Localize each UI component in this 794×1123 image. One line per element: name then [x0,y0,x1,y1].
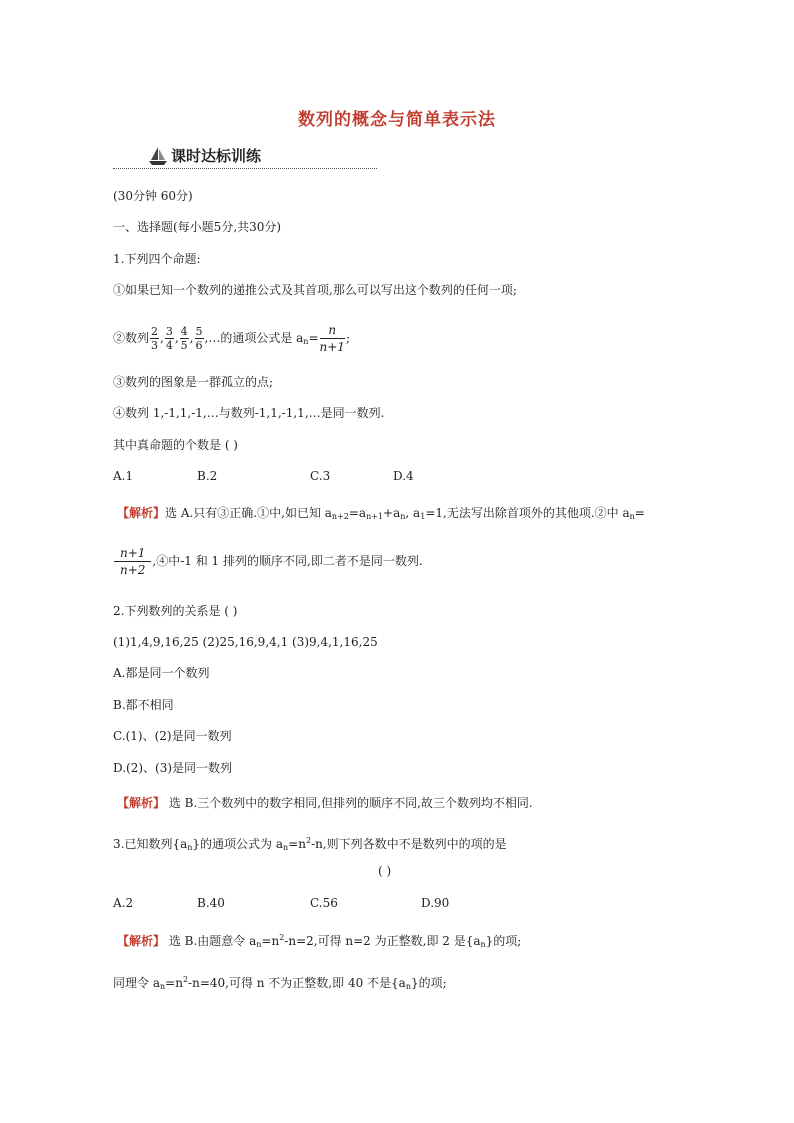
q1-analysis-cont: $\frac{n+1}{n+2}$ ,④中-1 和 1 排列的顺序不同,即二者不是同一数列. [113,545,423,578]
q2-option-b: B.都不相同 [113,698,174,712]
q3-option-c: C.56 [310,896,338,910]
fraction: $\frac{3}{4}$ [165,325,173,352]
section-title: 课时达标训练 [171,147,262,165]
q3-option-d: D.90 [421,896,450,910]
analysis-tag: 【解析】 [117,506,166,520]
analysis-tag: 【解析】 [117,934,166,948]
q1-option-c: C.3 [310,469,331,483]
section-banner [113,145,377,171]
q2-sequences: (1)1,4,9,16,25 (2)25,16,9,4,1 (3)9,4,1,16,25 [113,635,378,649]
q3-option-b: B.40 [197,896,225,910]
sailboat-icon [147,146,169,166]
time-info: (30分钟 60分) [113,189,193,203]
page-title: 数列的概念与简单表示法 [298,110,496,130]
q1-analysis: 【解析】选 A.只有③正确.①中,如已知 $a_{n+2}=a_{n+1}+a_n$, $a_1=1$,无法写出除首项外的其他项.②中 $a_n=$ [117,506,645,521]
fraction: $\frac{4}{5}$ [180,325,188,352]
q3-option-a: A.2 [113,896,134,910]
q1-stem: 1.下列四个命题: [113,252,201,266]
q1-statement-3: ③数列的图象是一群孤立的点; [113,375,274,389]
q1-statement-2: ②数列 $\frac{2}{3}$ , $\frac{3}{4}$ , $\frac{4}{5}$ , $\frac{5}{6}$ ,…的通项公式是 $a_n=$ $\frac{n}{n+1}$ ; [113,323,350,354]
dotted-divider [113,168,377,169]
analysis-tag: 【解析】 [117,796,166,810]
q1-statement-4: ④数列 1,-1,1,-1,…与数列-1,1,-1,1,…是同一数列. [113,406,385,420]
q1-option-d: D.4 [393,469,414,483]
q1-option-b: B.2 [197,469,218,483]
q3-analysis-cont: 同理令 $a_n=n^2-n=40$,可得 n 不为正整数,即 40 不是$\{a_n\}$的项; [113,975,447,991]
general-term-formula: $\frac{n}{n+1}$ [319,323,345,354]
fraction: $\frac{n+1}{n+2}$ [114,545,151,578]
q1-question: 其中真命题的个数是 ( ) [113,438,238,452]
part-heading: 一、选择题(每小题5分,共30分) [113,220,282,234]
q3-stem: 3.已知数列$\{a_n\}$的通项公式为 $a_n=n^2-n$,则下列各数中不是数列中的项的是 [113,836,507,852]
q3-analysis: 【解析】 选 B.由题意令 $a_n=n^2-n=2$,可得 n=2 为正整数,即 2 是$\{a_n\}$的项; [117,933,522,949]
q2-option-d: D.(2)、(3)是同一数列 [113,761,233,775]
q2-option-a: A.都是同一个数列 [113,666,210,680]
q3-answer-paren: ( ) [378,864,392,878]
q1-option-a: A.1 [113,469,134,483]
fraction: $\frac{5}{6}$ [195,325,203,352]
q2-option-c: C.(1)、(2)是同一数列 [113,729,232,743]
q1-statement-1: ①如果已知一个数列的递推公式及其首项,那么可以写出这个数列的任何一项; [113,283,517,297]
fraction: $\frac{2}{3}$ [151,325,159,352]
q2-analysis: 【解析】 选 B.三个数列中的数字相同,但排列的顺序不同,故三个数列均不相同. [117,796,533,810]
q2-stem: 2.下列数列的关系是 ( ) [113,604,238,618]
